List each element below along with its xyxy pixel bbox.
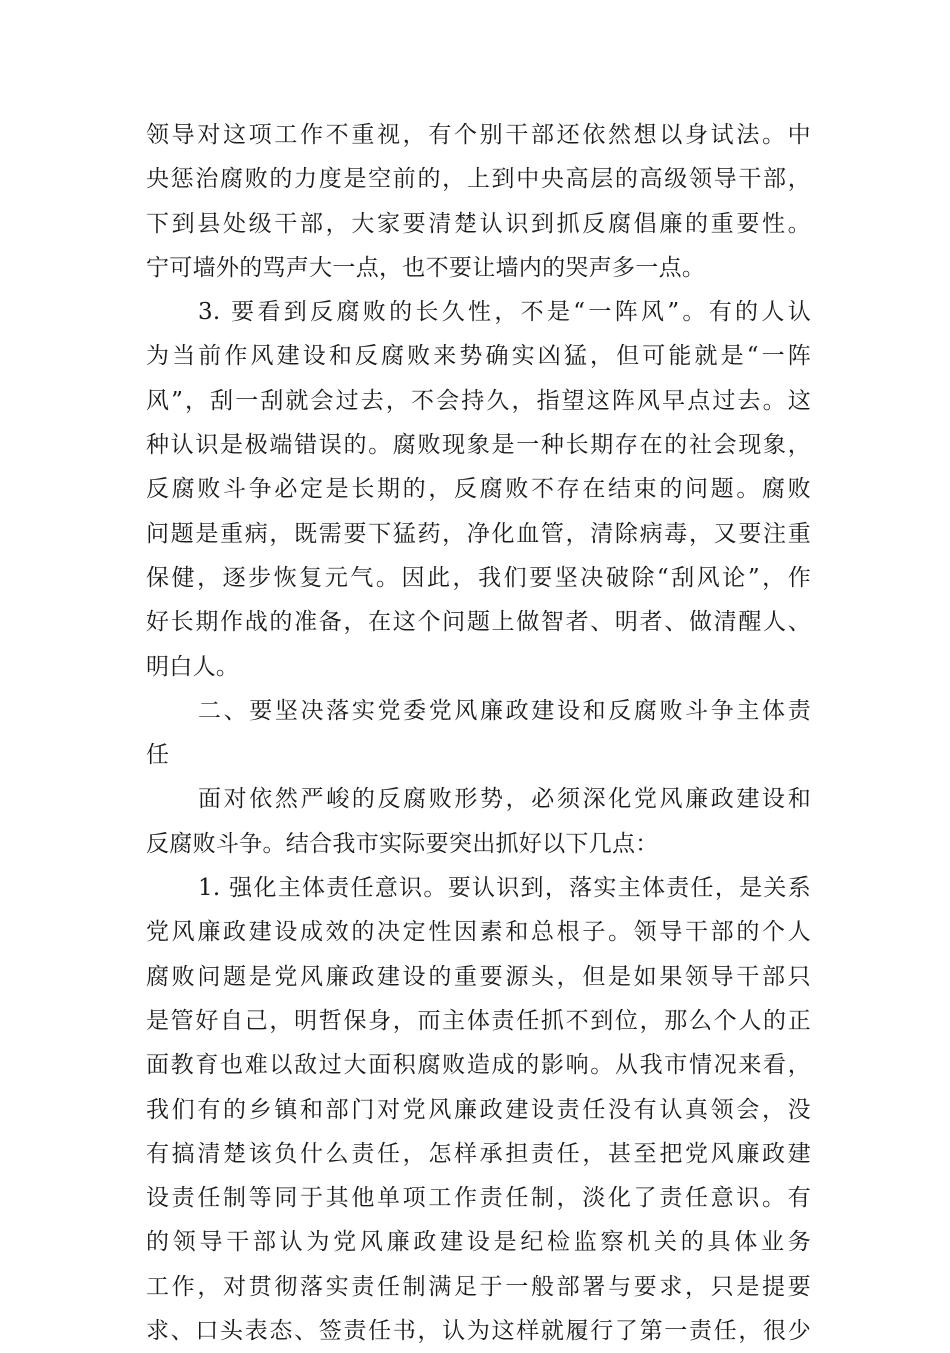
text-line: 保健，逐步恢复元气。因此，我们要坚决破除“刮风论”，作 [146, 564, 811, 591]
text-line: 宁可墙外的骂声大一点，也不要让墙内的哭声多一点。 [146, 254, 706, 281]
text-line: 反腐败斗争。结合我市实际要突出抓好以下几点： [146, 830, 659, 857]
text-line: 领导对这项工作不重视，有个别干部还依然想以身试法。中 [146, 122, 811, 148]
text-line: 工作，对贯彻落实责任制满足于一般部署与要求，只是提要 [146, 1273, 811, 1300]
text-line: 为当前作风建设和反腐败来势确实凶猛，但可能就是“一阵 [146, 343, 811, 370]
text-line: 有搞清楚该负什么责任，怎样承担责任，甚至把党风廉政建 [146, 1140, 811, 1167]
text-line: 是管好自己，明哲保身，而主体责任抓不到位，那么个人的正 [146, 1007, 811, 1034]
text-line: 反腐败斗争必定是长期的，反腐败不存在结束的问题。腐败 [146, 476, 811, 503]
text-line: 的领导干部认为党风廉政建设是纪检监察机关的具体业务 [146, 1229, 811, 1256]
text-line: 明白人。 [146, 653, 240, 680]
text-line: 设责任制等同于其他单项工作责任制，淡化了责任意识。有 [146, 1185, 811, 1212]
text-line: 风”，刮一刮就会过去，不会持久，指望这阵风早点过去。这 [146, 387, 811, 414]
text-line: 党风廉政建设成效的决定性因素和总根子。领导干部的个人 [146, 919, 811, 946]
text-line: 面对依然严峻的反腐败形势，必须深化党风廉政建设和 [198, 786, 811, 813]
text-line: 我们有的乡镇和部门对党风廉政建设责任没有认真领会，没 [146, 1096, 811, 1123]
text-line: 央惩治腐败的力度是空前的，上到中央高层的高级领导干部， [146, 166, 811, 193]
text-line: 二、要坚决落实党委党风廉政建设和反腐败斗争主体责 [198, 697, 811, 724]
text-line: 下到县处级干部，大家要清楚认识到抓反腐倡廉的重要性。 [146, 210, 811, 237]
text-line: 种认识是极端错误的。腐败现象是一种长期存在的社会现象， [146, 432, 811, 459]
text-line: 面教育也难以敌过大面积腐败造成的影响。从我市情况来看， [146, 1052, 811, 1079]
text-line: 腐败问题是党风廉政建设的重要源头，但是如果领导干部只 [146, 963, 811, 990]
text-line: 任 [146, 742, 170, 769]
text-line: 求、口头表态、签责任书，认为这样就履行了第一责任，很少 [146, 1318, 811, 1345]
text-line: 1. 强化主体责任意识。要认识到，落实主体责任，是关系 [198, 875, 811, 902]
text-line: 好长期作战的准备，在这个问题上做智者、明者、做清醒人、 [146, 609, 811, 636]
text-line: 问题是重病，既需要下猛药，净化血管，清除病毒，又要注重 [146, 520, 811, 547]
document-body-text [146, 113, 811, 1353]
text-line: 3. 要看到反腐败的长久性，不是“一阵风”。有的人认 [198, 299, 811, 326]
